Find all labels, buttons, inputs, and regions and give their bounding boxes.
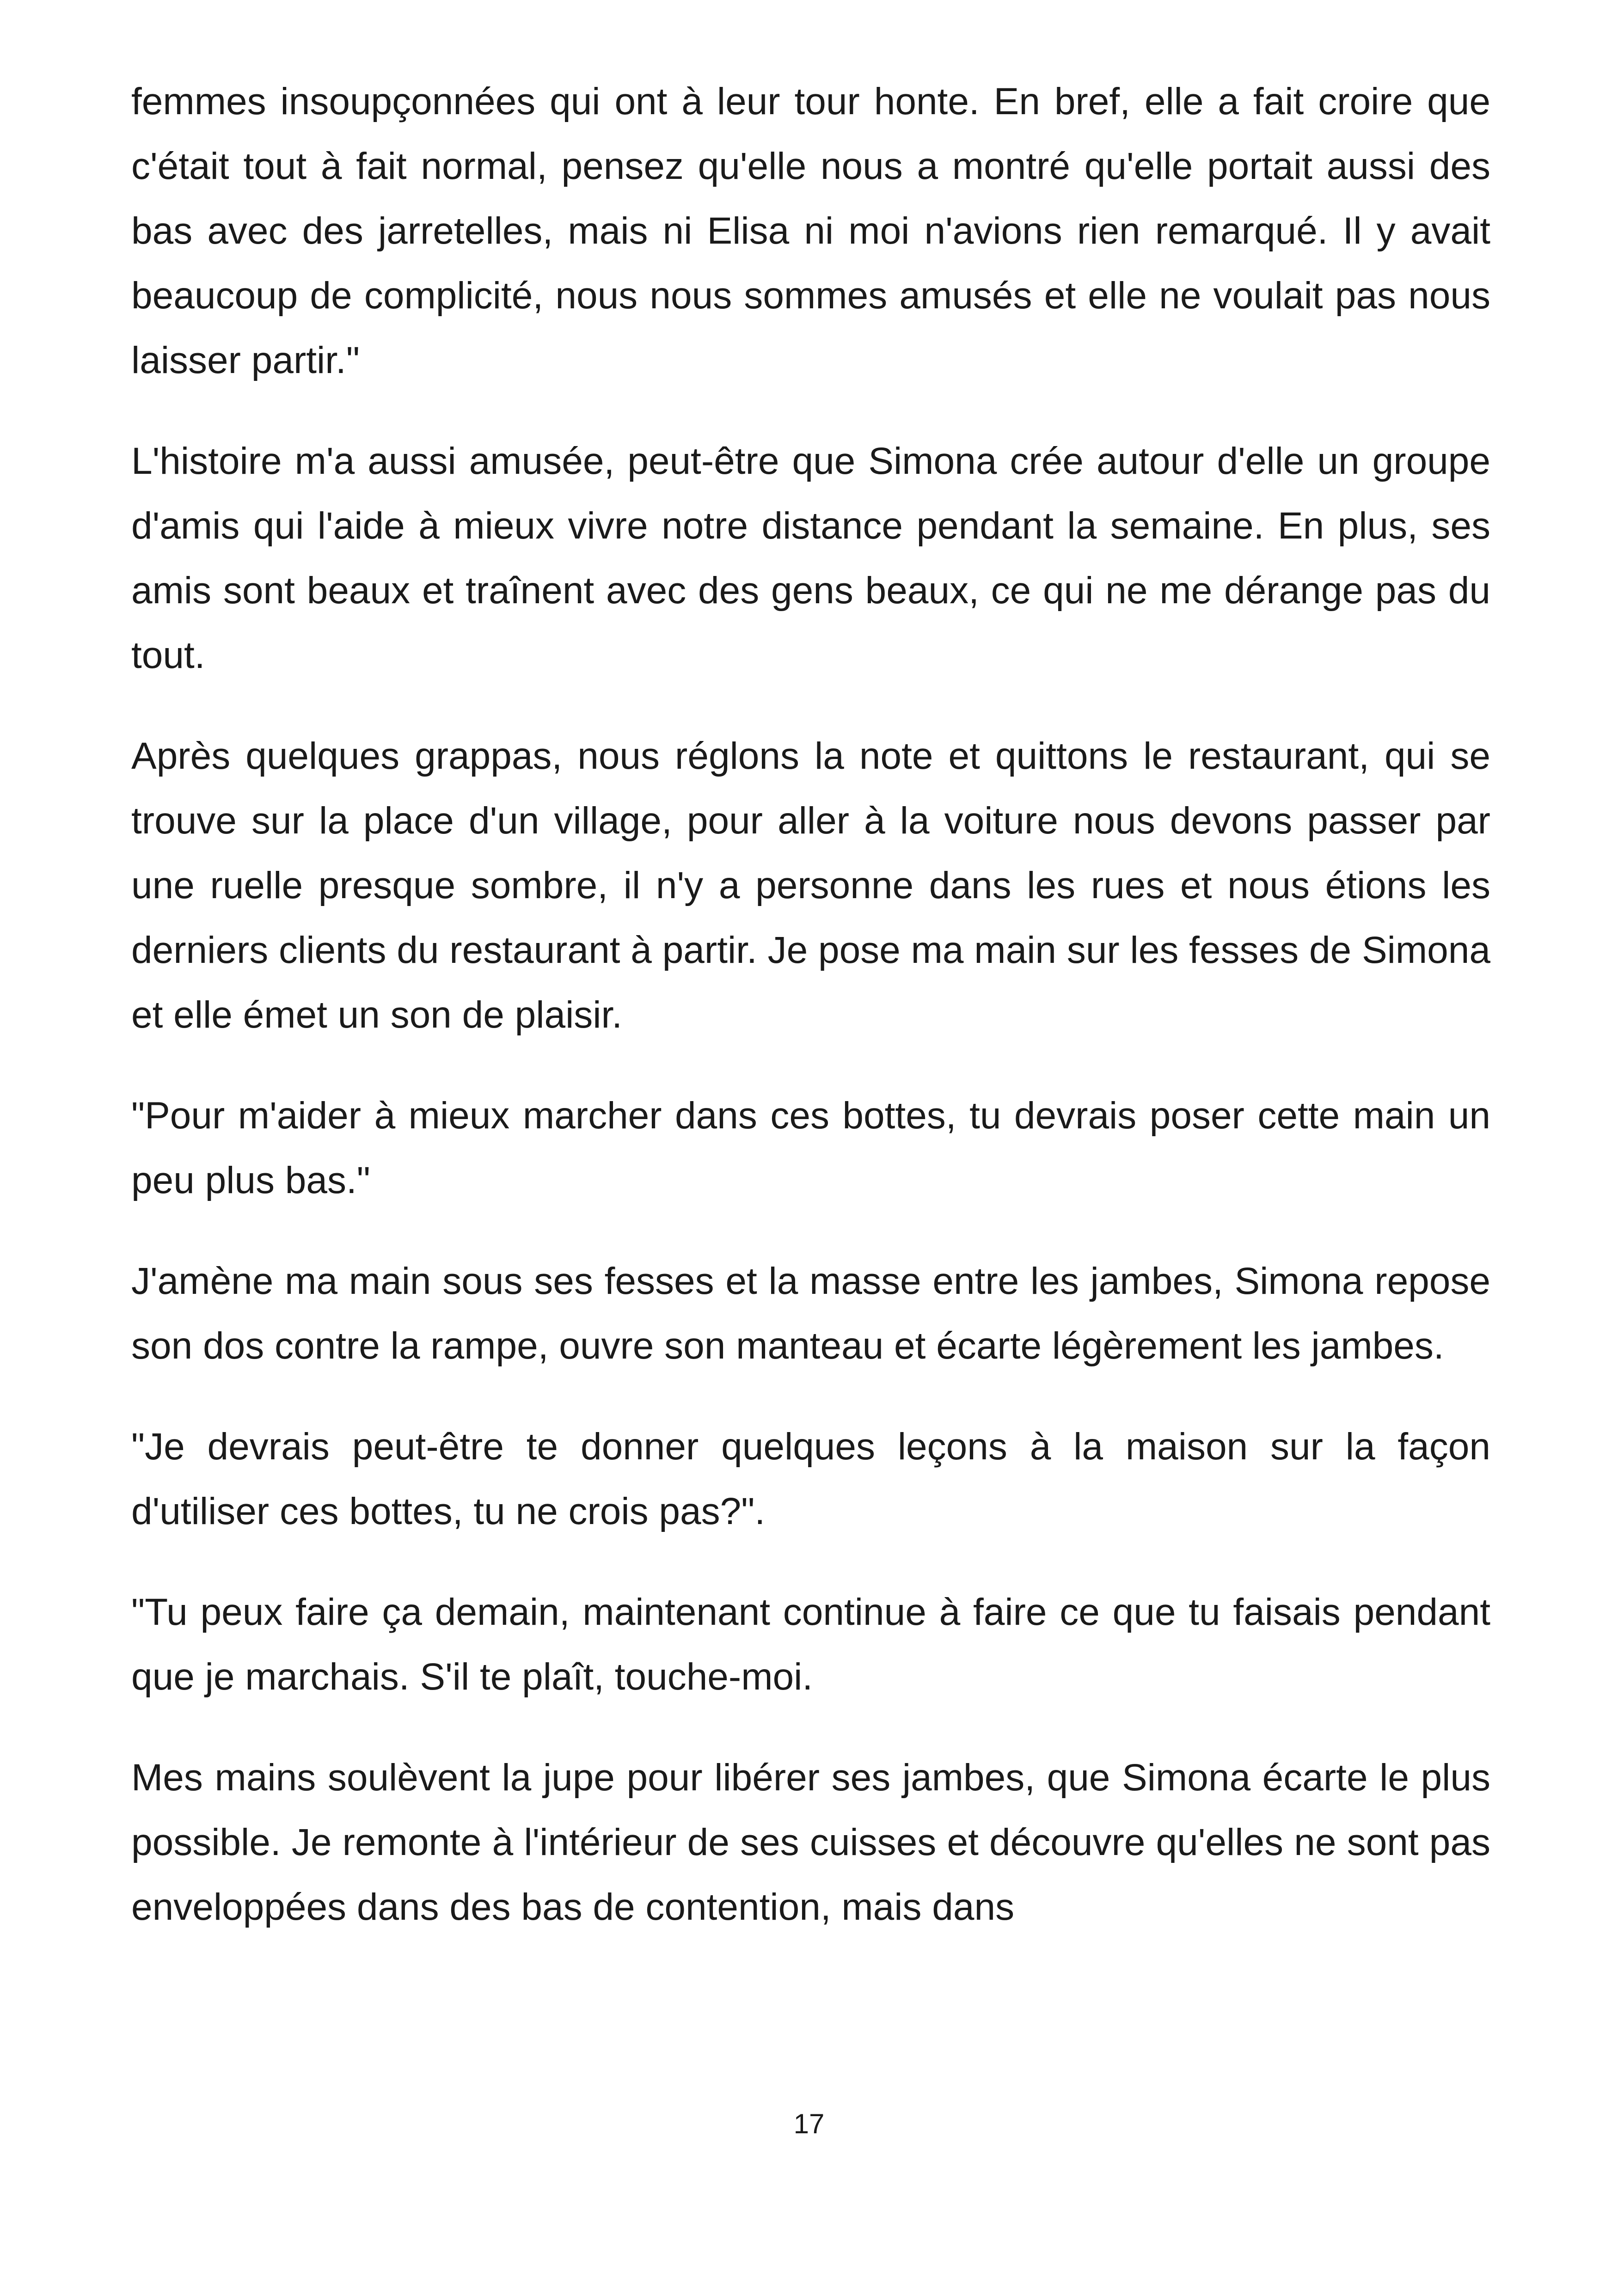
paragraph-8: Mes mains soulèvent la jupe pour libérer ses jambes, que Simona écarte le plus possible. Je remonte à l'intérieur de ses cuisses et découvre qu'elles ne sont pas enveloppées dans des bas de contention, mais dans [131, 1757, 1490, 1928]
paragraph-6: "Je devrais peut-être te donner quelques leçons à la maison sur la façon d'utiliser ces bottes, tu ne crois pas?". [131, 1426, 1490, 1532]
paragraph-2: L'histoire m'a aussi amusée, peut-être que Simona crée autour d'elle un groupe d'amis qui l'aide à mieux vivre notre distance pendant la semaine. En plus, ses amis sont beaux et traînent avec des gens beaux, ce qui ne me dérange pas du tout. [131, 440, 1490, 676]
body-text [131, 69, 1490, 1976]
paragraph-3: Après quelques grappas, nous réglons la note et quittons le restaurant, qui se trouve sur la place d'un village, pour aller à la voiture nous devons passer par une ruelle presque sombre, il n'y a personne dans les rues et nous étions les derniers clients du restaurant à partir. Je pose ma main sur les fesses de Simona et elle émet un son de plaisir. [131, 735, 1490, 1036]
paragraph-1: femmes insoupçonnées qui ont à leur tour honte. En bref, elle a fait croire que c'était tout à fait normal, pensez qu'elle nous a montré qu'elle portait aussi des bas avec des jarretelles, mais ni Elisa ni moi n'avions rien remarqué. Il y avait beaucoup de complicité, nous nous sommes amusés et elle ne voulait pas nous laisser partir." [131, 80, 1490, 381]
paragraph-4: "Pour m'aider à mieux marcher dans ces bottes, tu devrais poser cette main un peu plus bas." [131, 1095, 1490, 1201]
page-number: 17 [793, 2108, 825, 2139]
paragraph-5: J'amène ma main sous ses fesses et la masse entre les jambes, Simona repose son dos contre la rampe, ouvre son manteau et écarte légèrement les jambes. [131, 1260, 1490, 1367]
paragraph-7: "Tu peux faire ça demain, maintenant continue à faire ce que tu faisais pendant que je marchais. S'il te plaît, touche-moi. [131, 1591, 1490, 1698]
